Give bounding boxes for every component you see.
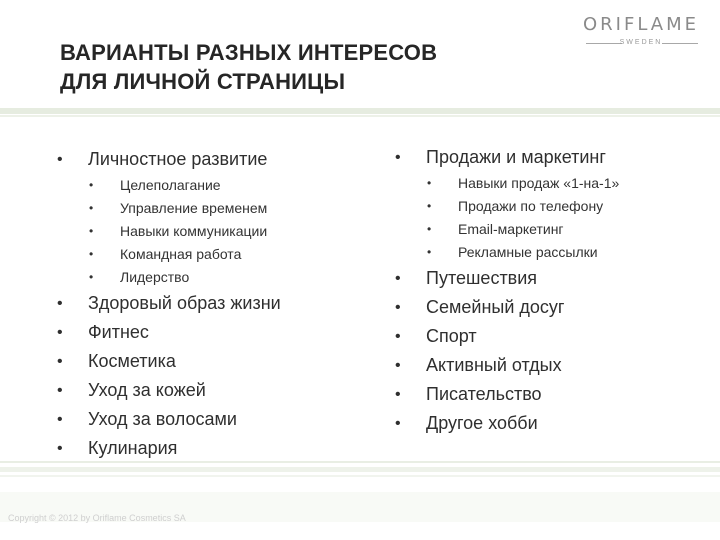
bullet-icon: • — [57, 324, 63, 341]
sub-list-item — [89, 266, 281, 289]
list-item-label: Уход за кожей — [88, 380, 206, 400]
list-item — [57, 289, 281, 318]
list-item — [57, 434, 281, 463]
bullet-icon: • — [395, 415, 401, 432]
list-item — [57, 145, 281, 174]
copyright-text: Copyright © 2012 by Oriflame Cosmetics SA — [8, 513, 186, 523]
sub-list-item-label: Рекламные рассылки — [458, 244, 598, 260]
list-item-label: Семейный досуг — [426, 297, 565, 317]
title-line-1: ВАРИАНТЫ РАЗНЫХ ИНТЕРЕСОВ — [60, 40, 438, 65]
sub-list-item — [89, 220, 281, 243]
list-item — [395, 351, 619, 380]
list-item-label: Уход за волосами — [88, 409, 237, 429]
bullet-icon: • — [395, 328, 401, 345]
left-column — [57, 145, 281, 463]
list-item — [395, 143, 619, 172]
sub-list-item — [89, 197, 281, 220]
list-item-label: Личностное развитие — [88, 149, 268, 169]
oriflame-logo — [580, 14, 702, 48]
list-item-label: Писательство — [426, 384, 542, 404]
list-item-label: Здоровый образ жизни — [88, 293, 281, 313]
bullet-icon: • — [395, 357, 401, 374]
page-title — [60, 38, 560, 96]
sub-list-item — [89, 243, 281, 266]
list-item — [395, 380, 619, 409]
list-item-label: Косметика — [88, 351, 176, 371]
title-line-2: ДЛЯ ЛИЧНОЙ СТРАНИЦЫ — [60, 69, 346, 94]
bullet-icon: • — [395, 299, 401, 316]
bullet-icon: • — [395, 270, 401, 287]
sub-list-item — [427, 172, 619, 195]
sub-list-item-label: Навыки продаж «1-на-1» — [458, 175, 620, 191]
sub-list — [89, 174, 281, 289]
bullet-icon: • — [89, 201, 94, 215]
list-item-label: Кулинария — [88, 438, 178, 458]
sub-list-item — [427, 195, 619, 218]
bullet-icon: • — [57, 353, 63, 370]
list-item-label: Активный отдых — [426, 355, 562, 375]
sub-list-item-label: Email-маркетинг — [458, 221, 564, 237]
bullet-icon: • — [89, 224, 94, 238]
bullet-icon: • — [427, 222, 432, 236]
logo-subtitle: SWEDEN — [619, 39, 663, 46]
list-item-label: Фитнес — [88, 322, 149, 342]
list-item — [57, 405, 281, 434]
sub-list-item-label: Лидерство — [120, 269, 190, 285]
list-item — [57, 347, 281, 376]
footer-divider — [0, 461, 720, 479]
bullet-icon: • — [427, 176, 432, 190]
bullet-icon: • — [89, 247, 94, 261]
bullet-icon: • — [57, 411, 63, 428]
list-item — [57, 318, 281, 347]
bullet-icon: • — [395, 386, 401, 403]
header-divider — [0, 108, 720, 118]
sub-list-item — [89, 174, 281, 197]
sub-list-item-label: Навыки коммуникации — [120, 223, 268, 239]
logo-rule-right — [662, 43, 698, 44]
bullet-icon: • — [89, 178, 94, 192]
bullet-icon: • — [57, 382, 63, 399]
list-item-label: Путешествия — [426, 268, 538, 288]
list-item — [395, 409, 619, 438]
sub-list-item-label: Продажи по телефону — [458, 198, 604, 214]
bullet-icon: • — [57, 295, 63, 312]
right-column — [395, 143, 619, 438]
logo-wordmark: ORIFLAME — [583, 14, 699, 35]
list-item — [57, 376, 281, 405]
bullet-icon: • — [427, 245, 432, 259]
list-item-label: Продажи и маркетинг — [426, 147, 606, 167]
bullet-icon: • — [89, 270, 94, 284]
bullet-icon: • — [57, 440, 63, 457]
list-item — [395, 293, 619, 322]
bullet-icon: • — [395, 149, 401, 166]
list-item — [395, 264, 619, 293]
sub-list-item — [427, 241, 619, 264]
sub-list — [427, 172, 619, 264]
list-item-label: Другое хобби — [426, 413, 538, 433]
sub-list-item-label: Целеполагание — [120, 177, 221, 193]
bullet-icon: • — [57, 151, 63, 168]
sub-list-item-label: Командная работа — [120, 246, 242, 262]
sub-list-item-label: Управление временем — [120, 200, 268, 216]
bullet-icon: • — [427, 199, 432, 213]
sub-list-item — [427, 218, 619, 241]
list-item-label: Спорт — [426, 326, 477, 346]
list-item — [395, 322, 619, 351]
